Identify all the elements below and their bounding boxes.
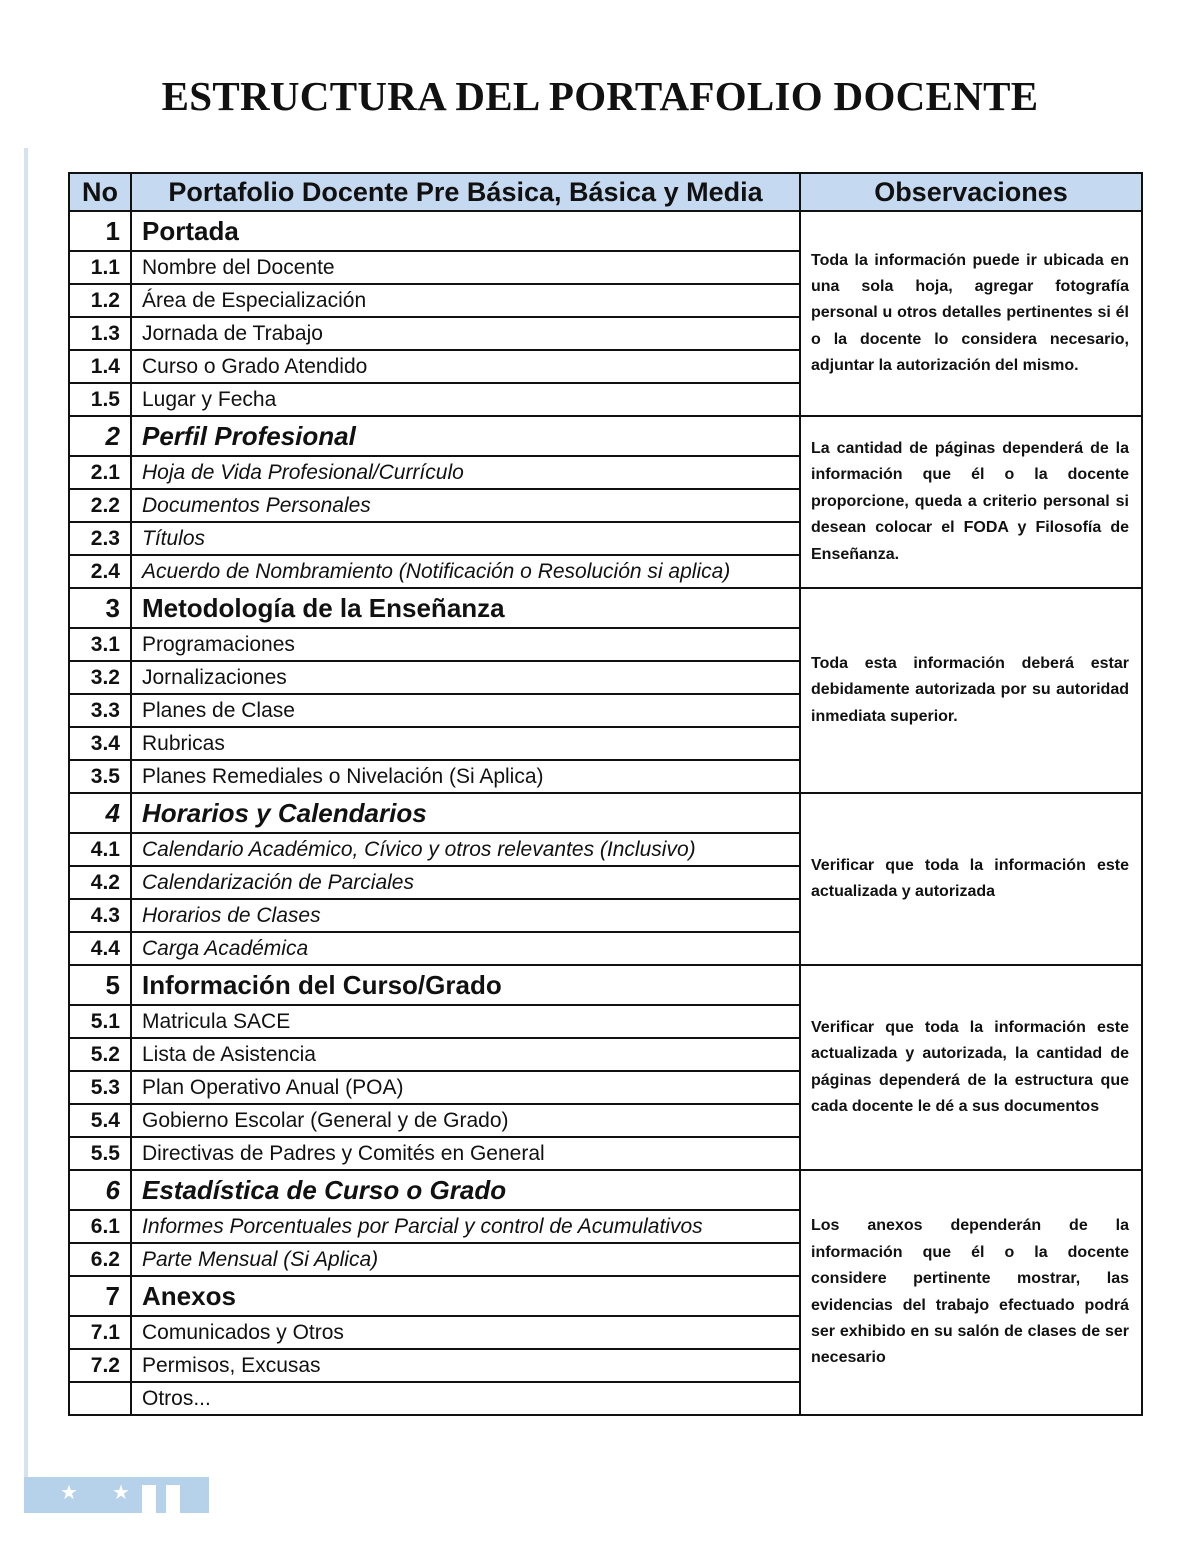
- header-observations: Observaciones: [800, 173, 1142, 211]
- section-title: Horarios y Calendarios: [131, 793, 800, 833]
- item-number: 2.2: [69, 489, 131, 522]
- observation-cell: La cantidad de páginas dependerá de la información que él o la docente proporcione, queda a criterio personal si desean colocar el FODA y Filosofía de Enseñanza.: [800, 416, 1142, 588]
- item-number: 3.4: [69, 727, 131, 760]
- item-number: 7.1: [69, 1316, 131, 1349]
- item-number: 5.3: [69, 1071, 131, 1104]
- item-label: Matricula SACE: [131, 1005, 800, 1038]
- section-number: 4: [69, 793, 131, 833]
- observation-cell: Verificar que toda la información este actualizada y autorizada, la cantidad de páginas dependerá de la estructura que cada docente le dé a sus documentos: [800, 965, 1142, 1170]
- item-label: Nombre del Docente: [131, 251, 800, 284]
- item-number: 3.5: [69, 760, 131, 793]
- observation-cell: Los anexos dependerán de la información que él o la docente considere pertinente mostrar, las evidencias del trabajo efectuado podrá ser exhibido en su salón de clases de ser necesario: [800, 1170, 1142, 1415]
- item-label: Acuerdo de Nombramiento (Notificación o Resolución si aplica): [131, 555, 800, 588]
- section-title: Estadística de Curso o Grado: [131, 1170, 800, 1210]
- item-number: 5.4: [69, 1104, 131, 1137]
- star-icon: ★: [112, 1482, 130, 1504]
- item-label: Documentos Personales: [131, 489, 800, 522]
- item-label: Programaciones: [131, 628, 800, 661]
- table-body: [69, 211, 1142, 1415]
- item-label: Plan Operativo Anual (POA): [131, 1071, 800, 1104]
- item-label: Calendarización de Parciales: [131, 866, 800, 899]
- item-number: 4.4: [69, 932, 131, 965]
- section-title: Anexos: [131, 1276, 800, 1316]
- item-number: 3.3: [69, 694, 131, 727]
- flag-stripe: [142, 1485, 156, 1513]
- item-label: Lugar y Fecha: [131, 383, 800, 416]
- item-label: Jornada de Trabajo: [131, 317, 800, 350]
- item-label: Parte Mensual (Si Aplica): [131, 1243, 800, 1276]
- flag-stripe: [166, 1485, 180, 1513]
- item-label: Horarios de Clases: [131, 899, 800, 932]
- item-number: 3.2: [69, 661, 131, 694]
- section-row: [69, 793, 1142, 833]
- item-label: Planes Remediales o Nivelación (Si Aplica): [131, 760, 800, 793]
- section-row: [69, 416, 1142, 456]
- item-number: 1.3: [69, 317, 131, 350]
- item-number: 4.3: [69, 899, 131, 932]
- footer-flag-decoration: [24, 1477, 209, 1513]
- item-label: Títulos: [131, 522, 800, 555]
- table-header-row: [69, 173, 1142, 211]
- section-number: 7: [69, 1276, 131, 1316]
- item-number: 5.2: [69, 1038, 131, 1071]
- item-label: Gobierno Escolar (General y de Grado): [131, 1104, 800, 1137]
- item-label: Comunicados y Otros: [131, 1316, 800, 1349]
- item-number: 6.2: [69, 1243, 131, 1276]
- item-number: 1.5: [69, 383, 131, 416]
- item-number: 1.4: [69, 350, 131, 383]
- item-label: Hoja de Vida Profesional/Currículo: [131, 456, 800, 489]
- observation-cell: Toda esta información deberá estar debidamente autorizada por su autoridad inmediata superior.: [800, 588, 1142, 793]
- item-number: 4.2: [69, 866, 131, 899]
- section-number: 2: [69, 416, 131, 456]
- section-number: 1: [69, 211, 131, 251]
- item-number: 4.1: [69, 833, 131, 866]
- section-row: [69, 588, 1142, 628]
- observation-cell: Verificar que toda la información este actualizada y autorizada: [800, 793, 1142, 965]
- item-label: Calendario Académico, Cívico y otros relevantes (Inclusivo): [131, 833, 800, 866]
- page-title: ESTRUCTURA DEL PORTAFOLIO DOCENTE: [161, 73, 1039, 119]
- item-label: Informes Porcentuales por Parcial y control de Acumulativos: [131, 1210, 800, 1243]
- item-number: 7.2: [69, 1349, 131, 1382]
- header-portfolio: Portafolio Docente Pre Básica, Básica y Media: [131, 173, 800, 211]
- section-title: Perfil Profesional: [131, 416, 800, 456]
- header-no: No: [69, 173, 131, 211]
- section-title: Portada: [131, 211, 800, 251]
- item-label: Carga Académica: [131, 932, 800, 965]
- item-number: 2.3: [69, 522, 131, 555]
- item-label: Permisos, Excusas: [131, 1349, 800, 1382]
- observation-cell: Toda la información puede ir ubicada en una sola hoja, agregar fotografía personal u otros detalles pertinentes si él o la docente lo considera necesario, adjuntar la autorización del mismo.: [800, 211, 1142, 416]
- item-label: Directivas de Padres y Comités en General: [131, 1137, 800, 1170]
- item-number: 2.4: [69, 555, 131, 588]
- item-number: 5.5: [69, 1137, 131, 1170]
- item-label: Curso o Grado Atendido: [131, 350, 800, 383]
- portfolio-structure-table: [68, 172, 1143, 1416]
- section-row: [69, 965, 1142, 1005]
- section-title: Información del Curso/Grado: [131, 965, 800, 1005]
- item-number: 3.1: [69, 628, 131, 661]
- section-number: 5: [69, 965, 131, 1005]
- left-decorative-rule: [24, 148, 28, 1478]
- item-label: Rubricas: [131, 727, 800, 760]
- item-number: 1.2: [69, 284, 131, 317]
- item-label: Área de Especialización: [131, 284, 800, 317]
- section-number: 6: [69, 1170, 131, 1210]
- section-row: [69, 211, 1142, 251]
- section-title: Metodología de la Enseñanza: [131, 588, 800, 628]
- item-label: Otros...: [131, 1382, 800, 1415]
- item-label: Lista de Asistencia: [131, 1038, 800, 1071]
- section-number: 3: [69, 588, 131, 628]
- item-number: [69, 1382, 131, 1415]
- item-number: 6.1: [69, 1210, 131, 1243]
- item-label: Jornalizaciones: [131, 661, 800, 694]
- item-number: 5.1: [69, 1005, 131, 1038]
- section-row: [69, 1170, 1142, 1210]
- item-label: Planes de Clase: [131, 694, 800, 727]
- star-icon: ★: [60, 1482, 78, 1504]
- item-number: 1.1: [69, 251, 131, 284]
- item-number: 2.1: [69, 456, 131, 489]
